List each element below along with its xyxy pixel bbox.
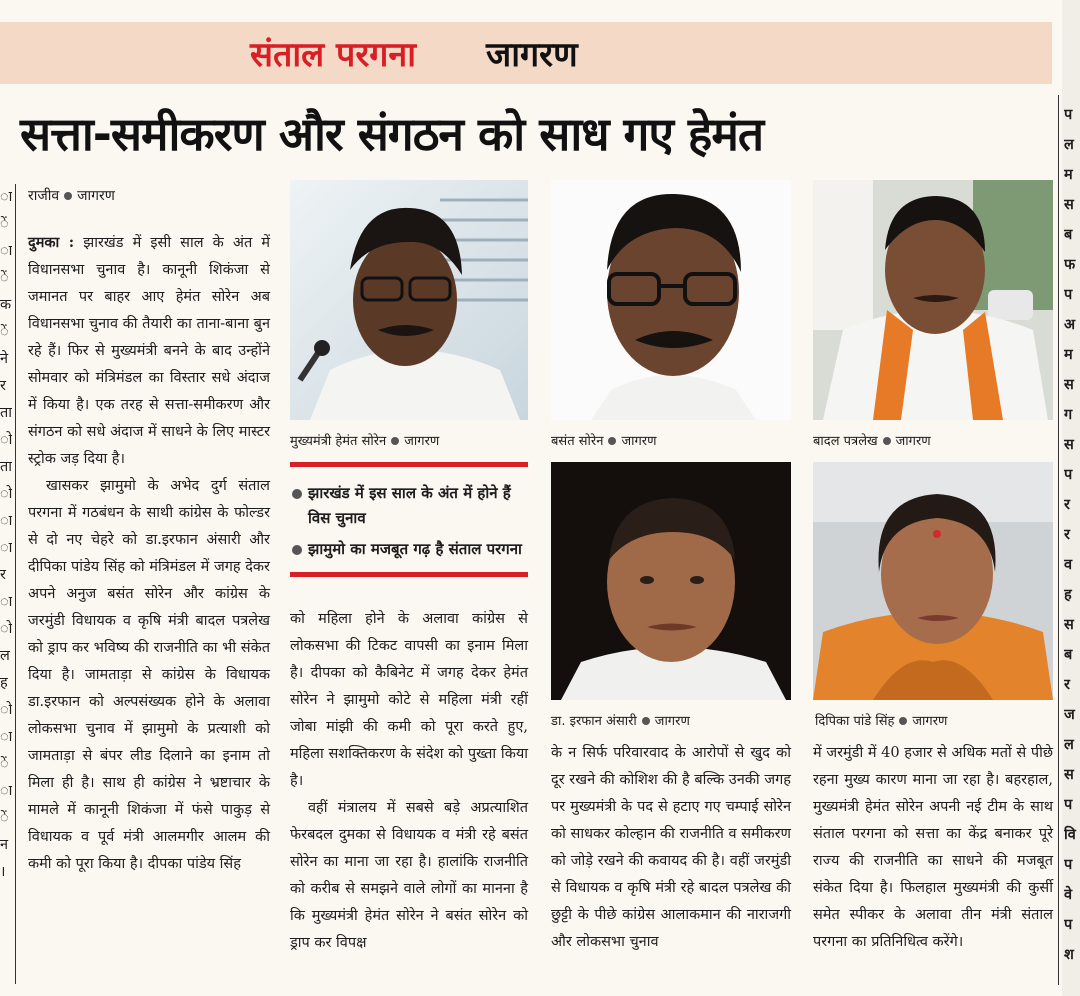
masthead-brand: जागरण [486,35,578,75]
sliver-fragment: ब [1064,226,1073,243]
sliver-fragment: श [1064,946,1074,963]
sliver-fragment: ल [1064,136,1074,153]
photo-caption: बसंत सोरेन जागरण [551,434,657,449]
sliver-fragment: व [1064,556,1073,573]
masthead-region: संताल परगना [250,35,417,75]
sliver-fragment: स [1064,766,1074,783]
sliver-fragment: स [1064,196,1074,213]
right-adjacent-column [1064,100,1080,970]
sliver-fragment: ें [0,756,9,772]
article-column-2 [290,606,528,957]
sliver-fragment: र [0,378,6,394]
sliver-fragment: र [1064,496,1070,513]
sliver-fragment: प [1064,286,1073,303]
sliver-fragment: ने [0,351,9,367]
photo-caption: दिपिका पांडे सिंह जागरण [815,714,948,729]
article-column-3 [551,740,791,956]
sliver-fragment: अ [1064,316,1076,333]
photo-caption: डा. इरफान अंसारी जागरण [551,714,690,729]
sliver-fragment: म [1064,346,1073,363]
sliver-fragment: ो [0,486,12,502]
photo-dipika-pandey-singh [813,462,1053,700]
article-paragraph: को महिला होने के अलावा कांग्रेस से लोकसभा की टिकट वापसी का इनाम मिला है। दीपका को कैबिनेट में जगह देकर हेमंत सोरेन ने झामुमो कोटे से महिला मंत्री रहीं जोबा मांझी की कमी को पूरा करते हुए, महिला सशक्तिकरण के संदेश को पुख्ता किया है। [290,611,528,789]
left-adjacent-column [0,184,12,886]
sliver-fragment: ा [0,594,12,610]
column-rule [15,184,16,984]
sliver-fragment: प [1064,796,1073,813]
sliver-fragment: ें [0,270,9,286]
sliver-fragment: स [1064,616,1074,633]
column-rule [1058,95,1059,985]
sliver-fragment: ज [1064,706,1075,723]
sliver-fragment: म [1064,166,1073,183]
sliver-fragment: वे [1064,886,1073,903]
sliver-fragment: ग [1064,406,1073,423]
sliver-fragment: ा [0,243,12,259]
dateline: दुमका : [28,234,75,251]
article-paragraph: के न सिर्फ परिवारवाद के आरोपों से खुद को दूर रखने की कोशिश की है बल्कि उनकी जगह पर मुख्यमंत्री के पद से हटाए गए चम्पाई सोरेन को साधकर कोल्हान की राजनीति व समीकरण को जोड़े रखने की कवायद की है। वहीं जरमुंडी से विधायक व कृषि मंत्री रहे बादल पत्रलेख की छुट्टी के पीछे कांग्रेस आलाकमान की नाराजगी और लोकसभा चुनाव [551,745,791,950]
article-paragraph: दुमका : झारखंड में इसी साल के अंत में विधानसभा चुनाव है। कानूनी शिकंजा से जमानत पर बाहर आए हेमंत सोरेन अब विधानसभा चुनाव की तैयारी का ताना-बाना बुन रहे हैं। फिर से मुख्यमंत्री बनने के बाद उन्होंने सोमवार को मंत्रिमंडल का विस्तार सधे अंदाज में किया है। एक तरह से सत्ता-समीकरण और संगठन को सधे अंदाज में साधने के लिए मास्टर स्ट्रोक जड़ दिया है। [28,234,271,467]
sliver-fragment: ह [0,675,8,691]
portrait-image [290,180,528,420]
sliver-fragment: ा [0,540,12,556]
sliver-fragment: ल [0,648,10,664]
article-paragraph: खासकर झामुमो के अभेद दुर्ग संताल परगना में गठबंधन के साथी कांग्रेस के फोल्डर से दो नए चेहरे को डा.इरफान अंसारी और दीपिका पांडेय सिंह को मंत्रिमंडल में जगह देकर अपने अनुज बसंत सोरेन और कांग्रेस के जरमुंडी विधायक व कृषि मंत्री बादल पत्रलेख को ड्राप कर भविष्य की राजनीति का भी संकेत दिया है। जामताड़ा से कांग्रेस के विधायक डा.इरफान को अल्पसंख्यक होने के अलावा लोकसभा चुनाव में झामुमो के प्रत्याशी को जामताड़ा से बंपर लीड दिलाने का इनाम तो मिला ही है। साथ ही कांग्रेस ने भ्रष्टाचार के मामले में कानूनी शिकंजा में फंसे पाकुड़ से विधायक व पूर्व मंत्री आलमगीर आलम की कमी को पूरा किया है। दीपका पांडेय सिंह [28,478,270,872]
sliver-fragment: स [1064,376,1074,393]
sliver-fragment: ें [0,216,9,232]
sliver-fragment: फ [1064,256,1076,273]
sliver-fragment: र [1064,676,1070,693]
sliver-fragment: ा [0,189,12,205]
highlight-item: झामुमो का मजबूत गढ़ है संताल परगना [290,537,528,562]
sliver-fragment: । [0,864,6,880]
portrait-image [551,180,791,420]
sliver-fragment: ें [0,324,9,340]
page-headline: सत्ता-समीकरण और संगठन को साध गए हेमंत [20,107,764,161]
sliver-fragment: ल [1064,736,1074,753]
sliver-fragment: र [0,567,6,583]
sliver-fragment: ें [0,810,9,826]
photo-irfan-ansari [551,462,791,700]
sliver-fragment: ो [0,621,12,637]
sliver-fragment: प [1064,106,1073,123]
portrait-image [813,462,1053,700]
sliver-fragment: ा [0,513,12,529]
sliver-fragment: ता [0,459,12,475]
sliver-fragment: ह [1064,586,1072,603]
photo-caption: बादल पत्रलेख जागरण [813,434,931,449]
byline [28,186,115,205]
sliver-fragment: प [1064,856,1073,873]
sliver-fragment: प [1064,916,1073,933]
sliver-fragment: न [0,837,9,853]
byline-source: जागरण [77,188,115,204]
photo-hemant-soren [290,180,528,420]
sliver-fragment: ा [0,729,12,745]
sliver-fragment: ो [0,432,12,448]
highlights-bottom-bar [290,572,528,577]
sliver-fragment: ता [0,405,12,421]
sliver-fragment: वि [1064,826,1076,843]
article-column-4 [813,740,1053,956]
highlights-box [290,462,528,577]
sliver-fragment: क [0,297,12,313]
article-column-1 [28,229,270,878]
portrait-image [813,180,1053,420]
sliver-fragment: र [1064,526,1070,543]
photo-badal-patralekh [813,180,1053,420]
photo-caption: मुख्यमंत्री हेमंत सोरेन जागरण [290,434,440,449]
bullet-dot [64,192,72,200]
sliver-fragment: प [1064,466,1073,483]
photo-basant-soren [551,180,791,420]
article-paragraph: में जरमुंडी में 40 हजार से अधिक मतों से पीछे रहना मुख्य कारण माना जा रहा है। बहरहाल, मुख्यमंत्री हेमंत सोरेन अपनी नई टीम के साथ संताल परगना को सत्ता का केंद्र बनाकर पूरे राज्य की राजनीति का साधने की मजबूत संकेत दिया है। फिलहाल मुख्यमंत्री की कुर्सी समेत स्पीकर के अलावा तीन मंत्री संताल परगना का प्रतिनिधित्व करेंगे। [813,745,1053,950]
sliver-fragment: ो [0,702,12,718]
highlight-item: झारखंड में इस साल के अंत में होने हैं विस चुनाव [290,481,528,531]
byline-author: राजीव [28,188,60,204]
article-paragraph: वहीं मंत्रालय में सबसे बड़े अप्रत्याशित फेरबदल दुमका से विधायक व मंत्री रहे बसंत सोरेन का माना जा रहा है। हालांकि राजनीति को करीब से समझने वाले लोगों का मानना है कि मुख्यमंत्री हेमंत सोरेन ने बसंत सोरेन को ड्राप कर विपक्ष [290,800,528,951]
portrait-image [551,462,791,700]
sliver-fragment: ब [1064,646,1073,663]
sliver-fragment: ा [0,783,12,799]
sliver-fragment: स [1064,436,1074,453]
